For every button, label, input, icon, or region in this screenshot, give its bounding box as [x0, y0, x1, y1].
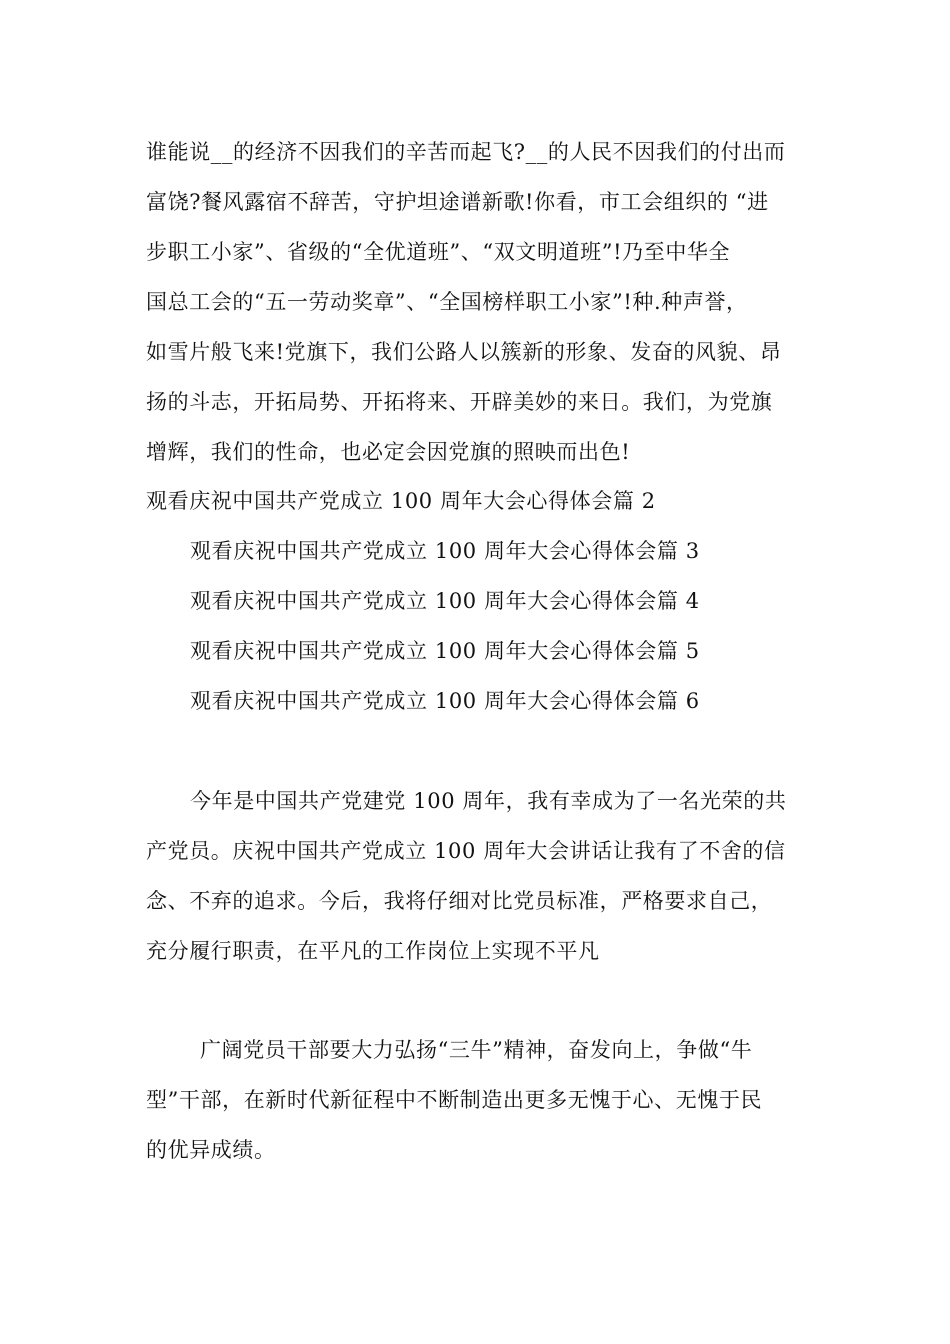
paragraph2-line: 充分履行职责，在平凡的工作岗位上实现不平凡 [146, 939, 600, 963]
paragraph2-line: 产党员。庆祝中国共产党成立 100 周年大会讲话让我有了不舍的信 [146, 839, 786, 863]
paragraph1-line: 国总工会的“五一劳动奖章”、“全国榜样职工小家”!种.种声誉， [146, 290, 748, 314]
paragraph1-line: 如雪片般飞来!党旗下，我们公路人以簇新的形象、发奋的风貌、昂 [146, 340, 782, 364]
paragraph2-line: 念、不弃的追求。今后，我将仔细对比党员标准，严格要求自己， [146, 889, 773, 913]
section-heading-3: 观看庆祝中国共产党成立 100 周年大会心得体会篇 3 [190, 539, 700, 563]
section-heading-5: 观看庆祝中国共产党成立 100 周年大会心得体会篇 5 [190, 639, 700, 663]
section-heading-2: 观看庆祝中国共产党成立 100 周年大会心得体会篇 2 [146, 489, 656, 513]
section-heading-6: 观看庆祝中国共产党成立 100 周年大会心得体会篇 6 [190, 689, 700, 713]
paragraph1-line: 富饶?餐风露宿不辞苦，守护坦途谱新歌!你看，市工会组织的 “进 [146, 190, 769, 214]
section-heading-4: 观看庆祝中国共产党成立 100 周年大会心得体会篇 4 [190, 589, 700, 613]
paragraph1-line: 增辉，我们的性命，也必定会因党旗的照映而出色! [146, 440, 631, 464]
paragraph3-line: 的优异成绩。 [146, 1138, 276, 1162]
paragraph3-line: 型”干部，在新时代新征程中不断制造出更多无愧于心、无愧于民 [146, 1088, 763, 1112]
paragraph2-line: 今年是中国共产党建党 100 周年，我有幸成为了一名光荣的共 [190, 789, 787, 813]
paragraph1-line: 扬的斗志，开拓局势、开拓将来、开辟美妙的来日。我们，为党旗 [146, 390, 773, 414]
paragraph3-line: 广阔党员干部要大力弘扬“三牛”精神，奋发向上，争做“牛 [200, 1038, 753, 1062]
paragraph1-line: 谁能说__的经济不因我们的辛苦而起飞?__的人民不因我们的付出而 [146, 140, 786, 164]
paragraph1-line: 步职工小家”、省级的“全优道班”、“双文明道班”!乃至中华全 [146, 240, 731, 264]
